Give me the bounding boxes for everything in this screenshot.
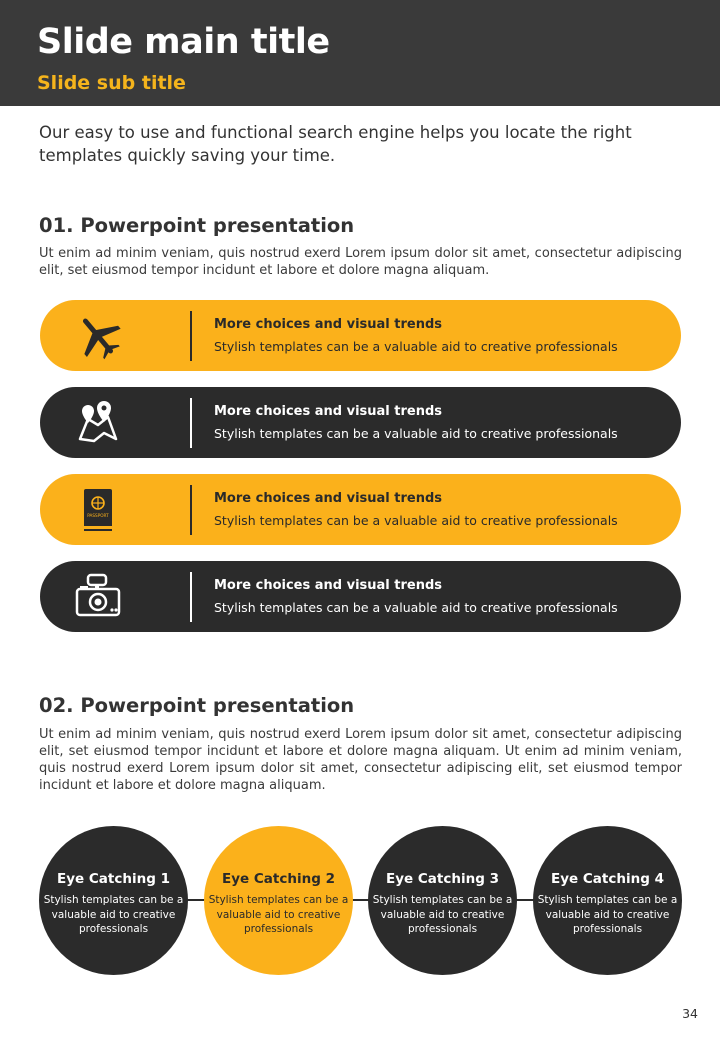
item-title: More choices and visual trends [214,491,443,506]
eye-catching-circle-3 [368,826,517,975]
item-title: More choices and visual trends [214,578,443,593]
slide-sub-title: Slide sub title [37,72,186,94]
item-description: Stylish templates can be a valuable aid to creative professionals [214,513,618,528]
circle-title: Eye Catching 3 [386,871,499,887]
circle-description: Stylish templates can be a valuable aid to creative professionals [208,894,349,935]
page-number: 34 [682,1006,698,1021]
item-divider [190,311,192,361]
camera-icon [74,573,122,621]
passport-icon [74,486,122,534]
section2-body: Ut enim ad minim veniam, quis nostrud exerd Lorem ipsum dolor sit amet, consectetur adipiscing elit, set eiusmod tempor incidunt et labore et dolore magna aliquam. Ut enim ad minim veniam, quis nostrud exerd Lorem ipsum dolor sit amet, consectetur adipiscing elit, set eiusmod tempor incidunt et labore et dolore magna aliquam. [39,727,682,793]
circle-description: Stylish templates can be a valuable aid to creative professionals [372,894,513,935]
feature-item [40,561,681,632]
circle-title: Eye Catching 1 [57,871,170,887]
item-title: More choices and visual trends [214,404,443,419]
section1-title: 01. Powerpoint presentation [39,214,355,237]
eye-catching-circle-4 [533,826,682,975]
feature-item [40,387,681,458]
slide-main-title: Slide main title [37,22,330,62]
circle-title: Eye Catching 2 [222,871,335,887]
passport-label: PASSPORT [87,513,109,518]
section1-body: Ut enim ad minim veniam, quis nostrud exerd Lorem ipsum dolor sit amet, consectetur adipiscing elit, set eiusmod tempor incidunt et labore et dolore magna aliquam. [39,246,682,278]
circle-description: Stylish templates can be a valuable aid to creative professionals [43,894,184,935]
circle-description: Stylish templates can be a valuable aid to creative professionals [537,894,678,935]
intro-text: Our easy to use and functional search engine helps you locate the right templates quickly saving your time. [39,123,632,165]
item-title: More choices and visual trends [214,317,443,332]
item-divider [190,485,192,535]
section2-title: 02. Powerpoint presentation [39,694,355,717]
item-description: Stylish templates can be a valuable aid to creative professionals [214,339,618,354]
feature-item [40,300,681,371]
item-description: Stylish templates can be a valuable aid to creative professionals [214,600,618,615]
eye-catching-circle-2 [204,826,353,975]
eye-catching-circle-1 [39,826,188,975]
item-description: Stylish templates can be a valuable aid to creative professionals [214,426,618,441]
airplane-icon [74,312,122,360]
map-pin-icon [74,399,122,447]
item-divider [190,572,192,622]
circle-title: Eye Catching 4 [551,871,664,887]
item-divider [190,398,192,448]
feature-item [40,474,681,545]
header-bar [0,0,720,106]
